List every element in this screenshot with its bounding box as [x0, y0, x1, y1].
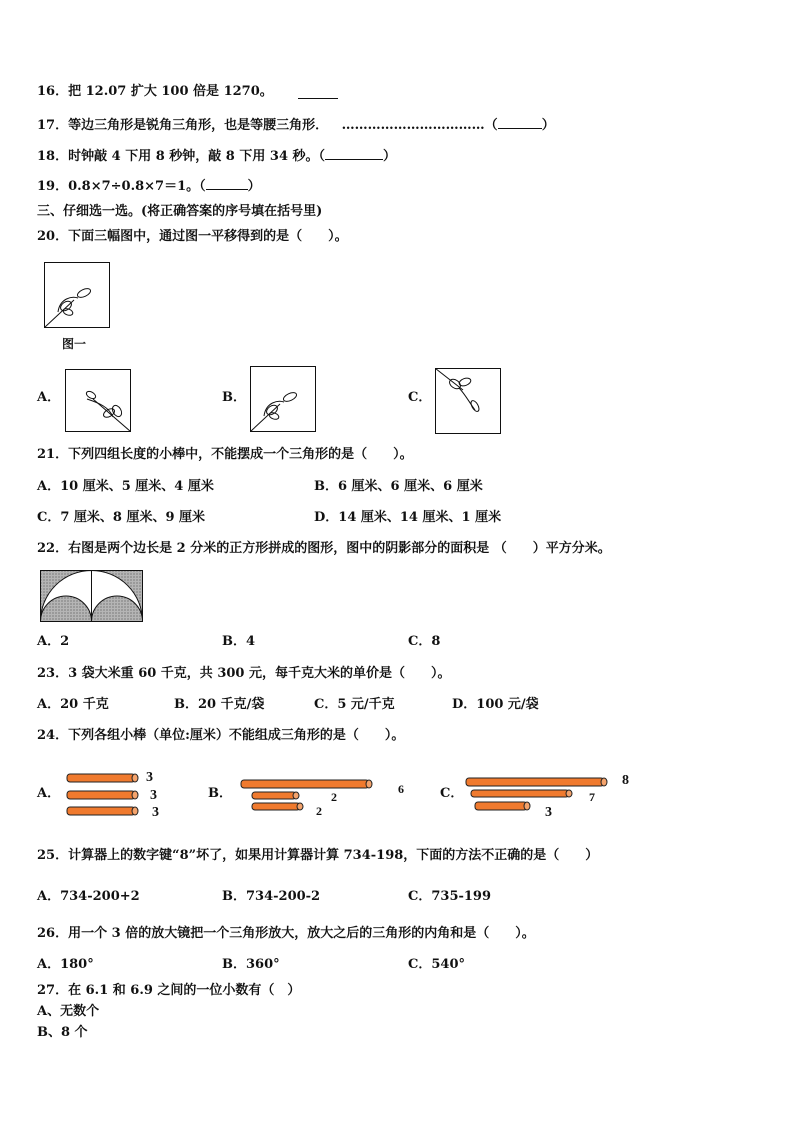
q26-option-c[interactable]: C．540° [408, 957, 465, 972]
q21-option-b[interactable]: B．6 厘米、6 厘米、6 厘米 [314, 479, 483, 494]
q23-option-d[interactable]: D．100 元/袋 [452, 697, 539, 712]
q20-option-a-label[interactable]: A． [37, 390, 61, 405]
q24-b-stick2-length: 2 [331, 790, 337, 804]
q24-text: 24．下列各组小棒（单位:厘米）不能组成三角形的是（ ）。 [37, 728, 405, 743]
q24-a-stick1-length: 3 [146, 770, 153, 785]
q20-option-a-figure [65, 369, 131, 432]
q24-option-b-label[interactable]: B． [208, 786, 232, 801]
q27-text: 27．在 6.1 和 6.9 之间的一位小数有（ ） [37, 983, 301, 998]
q21-option-a[interactable]: A．10 厘米、5 厘米、4 厘米 [37, 479, 214, 494]
q21-text: 21．下列四组长度的小棒中，不能摆成一个三角形的是（ ）。 [37, 447, 413, 462]
q16-answer-blank[interactable] [298, 86, 338, 99]
q20-option-b-label[interactable]: B． [222, 390, 246, 405]
q20-figure-1-label: 图一 [62, 337, 87, 351]
q25-option-b[interactable]: B．734-200-2 [222, 889, 321, 904]
q20-option-c-figure [435, 368, 501, 434]
q16-text: 16．把 12.07 扩大 100 倍是 1270。 [37, 84, 273, 99]
q19-answer-blank[interactable] [206, 177, 248, 190]
q17-answer-blank[interactable] [498, 116, 542, 129]
q24-option-a-sticks [66, 772, 142, 818]
q24-a-stick2-length: 3 [150, 788, 157, 803]
q23-option-a[interactable]: A．20 千克 [37, 697, 109, 712]
q18-answer-blank[interactable] [325, 147, 383, 160]
q21-option-d[interactable]: D．14 厘米、14 厘米、1 厘米 [314, 510, 502, 525]
q20-text: 20．下面三幅图中，通过图一平移得到的是（ ）。 [37, 229, 348, 244]
q24-b-stick1-length: 6 [398, 782, 404, 796]
q26-text: 26．用一个 3 倍的放大镜把一个三角形放大，放大之后的三角形的内角和是（ ）。 [37, 926, 535, 941]
q24-c-stick1-length: 8 [622, 773, 629, 788]
q26-option-b[interactable]: B．360° [222, 957, 280, 972]
q22-option-c[interactable]: C．8 [408, 634, 441, 649]
q19-text: 19．0.8×7÷0.8×7＝1。（ ） [37, 179, 261, 194]
q24-a-stick3-length: 3 [152, 805, 159, 820]
q18-text: 18．时钟敲 4 下用 8 秒钟，敲 8 下用 34 秒。（ ） [37, 149, 397, 164]
section-title: 三、仔细选一选。(将正确答案的序号填在括号里) [37, 204, 323, 219]
q20-option-c-label[interactable]: C． [408, 390, 432, 405]
q25-option-a[interactable]: A．734-200+2 [37, 889, 140, 904]
q24-option-a-label[interactable]: A． [37, 786, 61, 801]
q20-option-b-figure [250, 366, 316, 432]
q27-option-b[interactable]: B、8 个 [37, 1025, 88, 1040]
q23-text: 23．3 袋大米重 60 千克，共 300 元，每千克大米的单价是（ ）。 [37, 666, 451, 681]
q25-text: 25．计算器上的数字键“8”坏了，如果用计算器计算 734-198，下面的方法不正确的是（ ） [37, 848, 599, 863]
q24-option-c-label[interactable]: C． [440, 786, 464, 801]
q27-option-a[interactable]: A、无数个 [37, 1004, 100, 1019]
q20-figure-1 [44, 262, 110, 328]
q25-option-c[interactable]: C．735-199 [408, 889, 492, 904]
q22-figure [40, 570, 144, 622]
q22-text: 22．右图是两个边长是 2 分米的正方形拼成的图形，图中的阴影部分的面积是 （ ）平方分米。 [37, 541, 611, 556]
q22-option-b[interactable]: B．4 [222, 634, 256, 649]
q23-option-b[interactable]: B．20 千克/袋 [174, 697, 265, 712]
q22-option-a[interactable]: A．2 [37, 634, 70, 649]
q21-option-c[interactable]: C．7 厘米、8 厘米、9 厘米 [37, 510, 206, 525]
q17-text: 17．等边三角形是锐角三角形，也是等腰三角形． ……………………………（ ） [37, 118, 555, 133]
q24-option-b-sticks [240, 778, 376, 814]
q24-c-stick2-length: 7 [589, 790, 595, 804]
q23-option-c[interactable]: C．5 元/千克 [314, 697, 395, 712]
q24-c-stick3-length: 3 [545, 805, 552, 820]
q26-option-a[interactable]: A．180° [37, 957, 94, 972]
q24-b-stick3-length: 2 [316, 804, 322, 818]
